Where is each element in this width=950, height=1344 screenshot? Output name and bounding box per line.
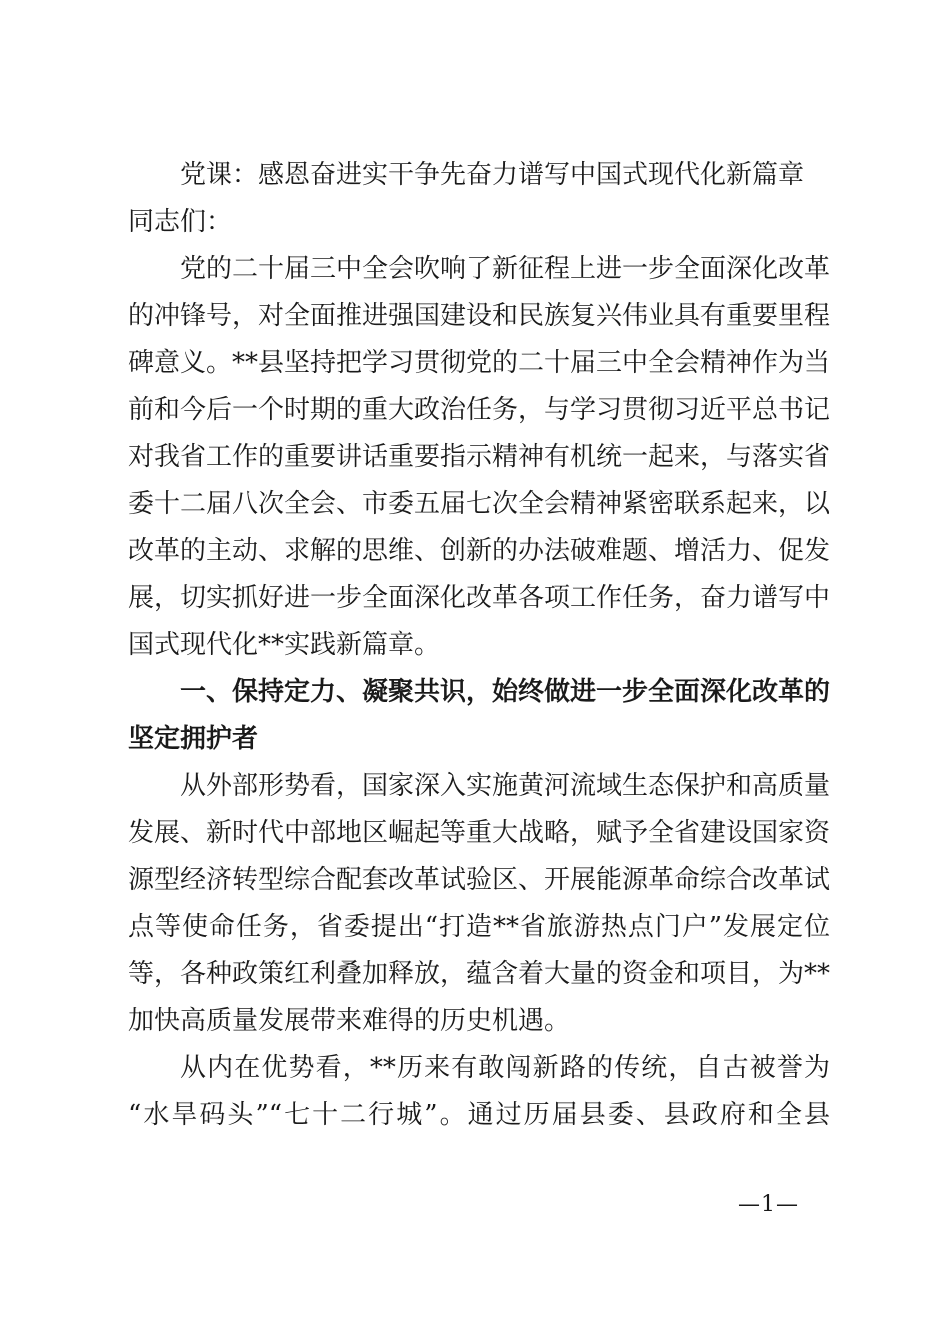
text-line: 党的二十届三中全会吹响了新征程上进一步全面深化改革 xyxy=(180,254,831,284)
salutation: 同志们： xyxy=(128,207,233,237)
page-number: —1— xyxy=(738,1192,799,1217)
text-line: 从内在优势看，**历来有敢闯新路的传统，自古被誉为 xyxy=(180,1053,830,1083)
text-line: “水旱码头”“七十二行城”。通过历届县委、县政府和全县 xyxy=(128,1100,830,1130)
document-title: 党课：感恩奋进实干争先奋力谱写中国式现代化新篇章 xyxy=(180,160,805,190)
paragraph-2 xyxy=(128,763,830,1045)
section-heading-1 xyxy=(128,669,830,763)
text-line: 加快高质量发展带来难得的历史机遇。 xyxy=(128,1006,571,1036)
heading-line: 坚定拥护者 xyxy=(128,724,259,754)
document-page xyxy=(128,150,830,1139)
text-line: 改革的主动、求解的思维、创新的办法破难题、增活力、促发 xyxy=(128,536,831,566)
paragraph-3 xyxy=(128,1045,830,1139)
text-line: 发展、新时代中部地区崛起等重大战略，赋予全省建设国家资 xyxy=(128,818,831,848)
text-line: 前和今后一个时期的重大政治任务，与学习贯彻习近平总书记 xyxy=(128,395,831,425)
text-line: 点等使命任务，省委提出“打造**省旅游热点门户”发展定位 xyxy=(128,912,830,942)
text-line: 从外部形势看，国家深入实施黄河流域生态保护和高质量 xyxy=(180,771,831,801)
text-line: 对我省工作的重要讲话重要指示精神有机统一起来，与落实省 xyxy=(128,442,831,472)
text-line: 的冲锋号，对全面推进强国建设和民族复兴伟业具有重要里程 xyxy=(128,301,831,331)
text-line: 委十二届八次全会、市委五届七次全会精神紧密联系起来，以 xyxy=(128,489,831,519)
paragraph-1 xyxy=(128,246,830,669)
text-line: 等，各种政策红利叠加释放，蕴含着大量的资金和项目，为** xyxy=(128,959,831,989)
text-line: 国式现代化**实践新篇章。 xyxy=(128,630,441,660)
text-line: 源型经济转型综合配套改革试验区、开展能源革命综合改革试 xyxy=(128,865,831,895)
heading-line: 一、保持定力、凝聚共识，始终做进一步全面深化改革的 xyxy=(180,677,831,707)
text-line: 展，切实抓好进一步全面深化改革各项工作任务，奋力谱写中 xyxy=(128,583,831,613)
text-line: 碑意义。**县坚持把学习贯彻党的二十届三中全会精神作为当 xyxy=(128,348,831,378)
